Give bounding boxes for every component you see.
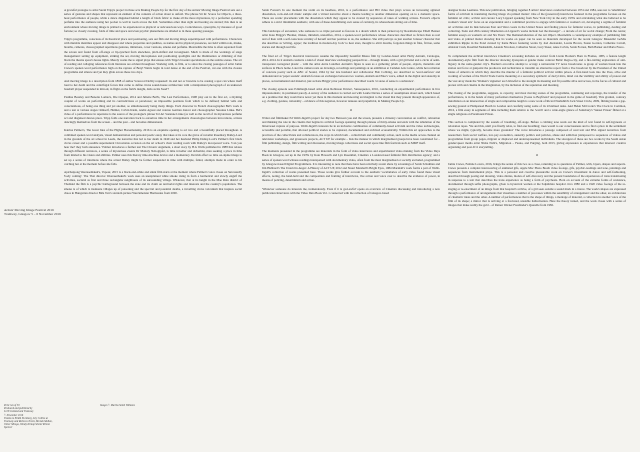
colophon-line: © November 2016: [4, 413, 24, 417]
section-separator: O: [349, 107, 353, 112]
image-credit: Images © Martha Smith Williams: [100, 404, 135, 407]
colophon-line: Produced and published by: [4, 407, 33, 411]
text-column-3: [448, 8, 626, 212]
paragraph: Apichatpong Weerasethakul's, Vapour, 2015 is a black-and-white and silent film starts at the moment where Palmer's voice closes on Sutcasually 'body coming'. The Thai director Weerasethakul's work uses an unexplained white smoke rising in from a hermetical and slowly engulf the activities, societal as first and three rectangular neighbours of its surrounding village. Whatever, that at its height in the Mae Rain district of Thailand the film is a psychic battleground between the state and its claim on territorial rights and interests and the country's population. The smoke is of which is insinuate villages up of poisoning and the spectral and potential deaths, a travelling circus volcanism that inspires social chaos in Hungarian director Béla Tarr's stardom picture Werckmeister Harmonies from 2000.: [64, 170, 242, 195]
colophon-line: Oliver Mitoga, Wendy Kirkup Sheila Wilmot: [4, 423, 50, 427]
paragraph: The moments presented in the programme are materials in the form of video interviews and experimental video making from the Video Days Book in Glasgow, set up in the 1970s by Kate Haworth and Lyn Rosenthal, Cinemax a London-based feminist film distribution agency; and a series of spoken word witness readings interspersed with documentary video, often from the most marginalised or socially excluded, programmed by Glasgow-based Digital Programmers. It is interesting to note that there have been relatively recent share by screenings of Sarah Schulman and Jim Hubbard's The Untold in Anger: A History of ACT UP, 2012 and Stuart Marshall's Bright Eyes, 1984 Marshall's work forms a part of Webb-Ingall's collection of works presented here. Those works give further account to the aesthetic vocabularies of early video found these visual effects, noting, the hand-held and the composition and framing of interviews, live action and voice over to describe the evidence of power, in means of policing, determinism and action.: [262, 149, 440, 183]
paragraph: The final act of Tripp's theatrical interweave assume the impossibly beautiful Mussa film by London-based artist Holly Antrum, Catalogue, 2012–2014. In it Antrum conducts a kind of visual interview exchanging perspectives – through masks, with a girl girl kind and a circle of semi-transparent corrugated plastic – with the artist Antra Lundhal. Antrum's figure is seen as a gathering prism of people, objects, materials and surfaces in Piko's home. Later the camera rests on drawings, recordings and paintings at an exhibition at Camden Arts Centre, while her recitation of concrete poetry such as ABC of Sound, 1964 by her late husband and collaborator Bob Cobbing, are described as 'word-surfaces' and demonstrated as 'paper sounds'. Antrum focuses on exchanges between two women, Antrum and Piko's voice, edited in the digital and anatomy in places, as instrumental and material, just as Kate Briggs' prior performance described words 'at stone of sense is a substance'.: [262, 53, 440, 83]
paragraph: Jamie Crewe, Female Lovers, 2016, brings the series of this two as a close, returning us to questions of Palmer, with, layers, shapes and aspects. Crewe presents a complex interweaving of animated gifs, Apple Mac Photo Booth video footage, gifs, psychic-readings and tone, paintings and sequences from instrumental plays. This is a personal and creative pleasurable work on Crewe's investment in dance and self-fashioning, described through posing and dressing, video diaries, modes of self-discovery and the present boundaries of the experiences of trans transitioning in response to a text that describes the trans experience as being a form of psychosis. Born on account of the extreme forms of resistance, documented through selfie photographs, given to hysterical women at the Salpêtrière hospital circa 1880 and a 1920 video footage of the re-staging or re-enactment of an image from that hospital's archive, of a girl seen outside a sound mark in a trance. The work's shapes are expressed through a performance of arrangements that visualises a number of processes within the sensibility of arrangement: and the other, an architecture of cinematic ideas and the other. A number of performances that is the shape of things, a montage of material, a collection in another voice of the film of its shape; a mirror that is arriving at a fractured, unstable hallucination. Here the theory turned, and the work closes with a series of images that make reality the gold – of Rainer Werner Fassbinder's Querelle from 1982.: [448, 161, 626, 208]
paragraph: Sarah Forrest's In one moment the swim on its headless, 2016, is a performance and HD video that plays across an increasing agitated dissolution, rock-and-roll music sample and a virtual narrative about a theatre leading to another dimension opening on to a domestic space. There are scenic placements with the dissolution which they appear to be created by sequences of takes of walking actions. Forrest's objects adhere to a strict minimalist aesthetic, with one of these destabilising own sense of certainty, its whereabouts sitting out of time.: [262, 8, 440, 25]
paragraph: The closing of the programme, suggests, to capacity, and most moving scenes of the programme, continuing and reportage, the transfer of the performance, is in the hands of many performers themselves ('Gone to Boyfriend' and prepared in the game of baseball). This gradual, contrary installation on an intersection of single and compromise length is a new work of Ricard Nashshibi's Jack Street Circle, 2009, filming inside a gap-sewing ground at Hampstead Heath in London and carefully using some of its trivialised tasks. And Helen McCrorie's The Clock in Common, 2016, a film essay in segments of time including them relative to the 'watch' and a wide-angle glance of Sainsbury's 'Sunset Prison' filmed at a single religious on Paramount Prison.: [448, 91, 626, 116]
paragraph: Katrina Palmer's, The Great Idea of the Higher Horsemanship, 2016 is an exquisite opening to act two and a beautifully placed throughout. A combined spoken word analysis, visual demonstration and personal poetic essay that takes at its core the grave of novelist Rosemary Dailey-Lord in the grounds of the art school in Leeds, the narrative that led to her death in 1949 and her husband Philip Dailey-Lord's Palmer's first black circus career and a possible supernatural Cirrostratus occasion on the art school's choir reading room with Dailey's incorporeal voice. 'Can you hear me? they both announce.' Palmer introduces a further test The Chronic Argument, a short story by H.G Wells published in 1888 that relates through different narrators, a series of mysterious events Dr Moholy Nebogipfel, is time traveller and alchemist, man seeking a place in time from misled to his vision and abilities. Palmer uses this literary time-machine device and a momentary. Dervish effect so time on-alpine image to set up a series of intuitions where the actual Dailey might be former suspended in time with multiple, failed, attempts made in order to his catching her at the moment before she falls.: [64, 128, 242, 166]
colophon-line: Spencer: [4, 426, 13, 430]
text-column-1: [64, 8, 242, 199]
paragraph: This landscape of encounter, who someone is so triple personal as fuscous is a dream which is then picked up by Rosalindscape Eibell Bennot artist Kate Briggs's 'Bremer, illokas, mittelsm, unnotifies, 2014, a spoken-word performance whose characters described as fiction then as real and of then with a self-conscious scrutiny of herself and her position to us, the audience. She still portrays as just another 'release' character that she describes as 'writing, agape', the tradition in modern-day 'rock' to hear stars, thought to elicit dreams, forgotten things in files, fiction, some stories and through real life.: [262, 28, 440, 50]
festival-header: Artists' Moving Image Festival 2016 Tramway, Glasgow 5 – 6 November 2016: [4, 208, 61, 216]
colophon-line: Tramway and Rebecca Travis, Brenda Mallan,: [4, 420, 53, 424]
paragraph: The closing episode sees Edinburgh-based artist Alan Robinson Davies', Sunsequence, 2016, conducting an experimental performance in live impressionistic, in prominent parody. A survey of the audience is carried out with Laurie Davies a series of assumptions about such, which based on a premise that they would have never yet there in this moment and knowing an imaginal to the visual that they present through appearance of, e.g. clothing, gesture, rationality – evidence of this negation, however tenuous and prejudicial, in Making People Up.: [262, 86, 440, 104]
paragraph: Writer and filmmaker Ed Webb-Ingall's project for day two Between you and the screen, presents a citizenry conversation on conflict, relaxation and thinking the role in the cinema that begins its archival footage spanning through plateau of thirty-smoke and ends with the tabulation of the bittersweet rupture of purpose. Webb-Ingall's interests lie in an inclusive combination of community-based activism and the video technologies, accessible and portable, that allowed political stories to be captured, documented and archived economically. Within this art approaches to the practices of the collectivists and collaborators, the ways in which both – collectivism and community action, such as the media access channel on television workshops, and grassroots projects, ACT UP for example – lists the manner in which marginalised groups have been constituted for – film publishing, design, film writing and discussion, moving image collections and social space like film festivals such as MMF itself.: [262, 115, 440, 145]
paragraph: Pauline Beasley and Benoite Lomas's, Die Opaque, 2014 and Juliette Bell's, The Last Performance, 1998 play out in the first act, a rhyming couplet of works on performing and its contradictions or paradoxes; on impossible positions from which to be defined; behind veils and conscientious, of being one thing and yet another, so simultaneously being many things. Each character in French choreographer Bel's work is and a test at various stages: himself, Hamlet, Calvin Klein, André Agassi and veteran German dancer and choreographer Susanne Linke. Bel's video of a performance in repertoire is the source of the prologue's phrase Tel Art Suzanne Linke (as well as the recall of its mysterious perfume act and disguised dances piece. Tripp folds one narration back to ourselves time in her arrangements choreologies between invocations, actions dancingly themselves from the screen – and the past – and becomes dimensional.: [64, 95, 242, 125]
paragraph: designer Kaise Leemans. This new publication, bringing together 8 artists' interviews conducted between 1974 and 1984, sees not to 'rehabilitate' forms of activism in translating moving image via printed matter'. One of the (preserved) interviews featured in the programme focuses on the feminist art critic, activist and curator Lucy Lippard speaking from New York City in the early 1970s and articulating what she believed to be women's visual arts' focus on an experiential and a committed practice to engage with feminist or women's art, developing a regime of feminist art activities and its link between East and West coasts in the United States and finding places for feminist voices, in publishing, dealing and collecting. Stein and 20th century Manhattan on Lippard's works include Get the message? – a decade of art for social change; From the centre; feminist essays on women's art and Six Years: The Dematerialization of the Art Object. Meanwhile a contemporary example of publishing film and video at printed matter showing that its works on paper can be seen as materials developed for the recent Glasgow Museums' GoMA exhibition Ripple in the Pond curated by Katie Bruce featuring works by Joel Alexander, Lourie Brown, Susan Gordon, Catherine Carroll, Alaistair Cush, Rosalind Nashashibi, Ananda Nicolson, Catherine Street, Lucy Skaer, Anne Colvin, Sarah Forrest, Beth Barker and Maria Fusco.: [448, 8, 626, 50]
section-separator: O: [535, 153, 539, 158]
colophon-line: Print run of 50: [4, 404, 20, 407]
paragraph: A graceful prologue to artist Sarah Tripp's project in three acts Making People Up for the first day of the Artists' Moving Image Festival sets out a series of gestures and shapes that represent an element of the contents of action about to unfold. The phrase Sit In: Scores for Objects, a three-hour performance of people, while a dance disguised behind a length of black fabric to make all the more mysterious, by a performer spending perfume into the audience using her pocket to well in room across the hall. Sometimes other than sight and hearing are alerted; this then is an environment where moving image is primed to be experienced as physical or subconscious ways. Coincidences, synonyms, by measure of good fortune; so closely crossing, folds of time and space and even psychic phenomena are alluded to in these opening passages.: [64, 8, 242, 33]
colophon-line: Thanks to Eilidh Nurnberg, Lily Collins at: [4, 416, 48, 420]
colophon-line: LUX Scotland and Tramway: [4, 410, 34, 414]
paragraph: To complement the archival interviews Cinemax's screening includes an extract from Lizzie Borden's Born in Flames, 1983, a feature length documentary-style film from the director showing dystopian at gender make contrast Baltic Regro-city, and a fire-rattling exploration of anti-bigotry in the same-gender city's. Borden's evocative attempt to occupy a nationwide TV news broadcaster. A group of women break into the station and force at gunpoint the producers and technicians to transmit an alternative report from a live broadcast by the President of the United States of America in which they describe the murder of a feminist political activist within prison. A first-hand look into the lives, alive and working of women of the World Trade Centre mounting at a secondary symbolic of dactyl mics, mind can the visibility and ability of protest and the vast array made the 'Women's vignettes' are Unlawful to the strength its meaning and fit possible alive and across, in the forces of cultural and protest with and cinema in the imagination, by the inclusion of the reputation and meaning.: [448, 53, 626, 87]
sidebar: [4, 0, 62, 452]
paragraph: And moving image is a description from 1868 of author Scarecod Dobby requested: its end not or brownie to be ceasing a spot can where itself loud to her death and the centrifugal forces that come to define circus sound-house architecture with a manipulated photograph of an unknown baseball player suspended in mid-air, in flight on the field's insight, dubs as his 'head'?: [64, 78, 242, 91]
paragraph: 'Whatever someone do interests me, tremendously. Even if it is god-awful' opens an overview of Cinemax discussing and introducing a new publication Interviews with the Video Data Book Vol. 1 connected with the collection of Glasgow-based: [262, 186, 440, 195]
paragraph: This section is completed by the sounds of breathing, off-stage. Before a calming tone reads out the kind of text found in self-hypnosis or relaxation tapes. 'We and this, until you finally relax, to find one breathing; trees would to our consciousness and to find a place in the settlement where we might, typically, become more grounded.' The voice introduces a passage composed of read text and BSL signed narratives from researchers from social welfare, low-pay economics, austerity politics and policies, abuse and addiction juxtaposed to sequences of videos and programmes from group pages, migrant or displaced and underrepresented individuals. The strongest of these are two works by the South Asian gender/queer media artist Nisha Nabi's, Migration – Fauna, and Purging, both 2013, giving expression to experiences that intersect creative organising and post-9/11 storytelling.: [448, 120, 626, 150]
paragraph: Tripp's programme, conscious of its theatrical place and positioning, sets out film and moving image superimposed with performance. Characters with mutable identities appear and disappear and where properties and qualities, as names and in physical presences, are held within role, masks, breaths, cameras, choreographed repetitions gestures, imitations, cover versions, smoke and perfume. Meanwhile the time is often separated from the screen and found from off-stage or lip-synched from elsewhere, pitch-shifted and incongruent. Much is made of the workings of stage management: setting up equipment, striking the set, moving microphones and positioning spotlights and the illumination or dimming of that black the theatre space's house lights. Merely works the to signal plays that ensues with Tripp's broader speculations on the realms scenes. The act of reading and collaging references from literature are evident throughout. Working with, to film, or to since the closing passages of artist Jamie Crewe's spoken word performance high on the rapture of Beryl Wairis begin in total dense at the end of the Festival, cut one with the closure programme and silence and yet they glide across these two days.: [64, 37, 242, 75]
colophon: [4, 404, 62, 430]
text-column-2: [262, 8, 440, 199]
